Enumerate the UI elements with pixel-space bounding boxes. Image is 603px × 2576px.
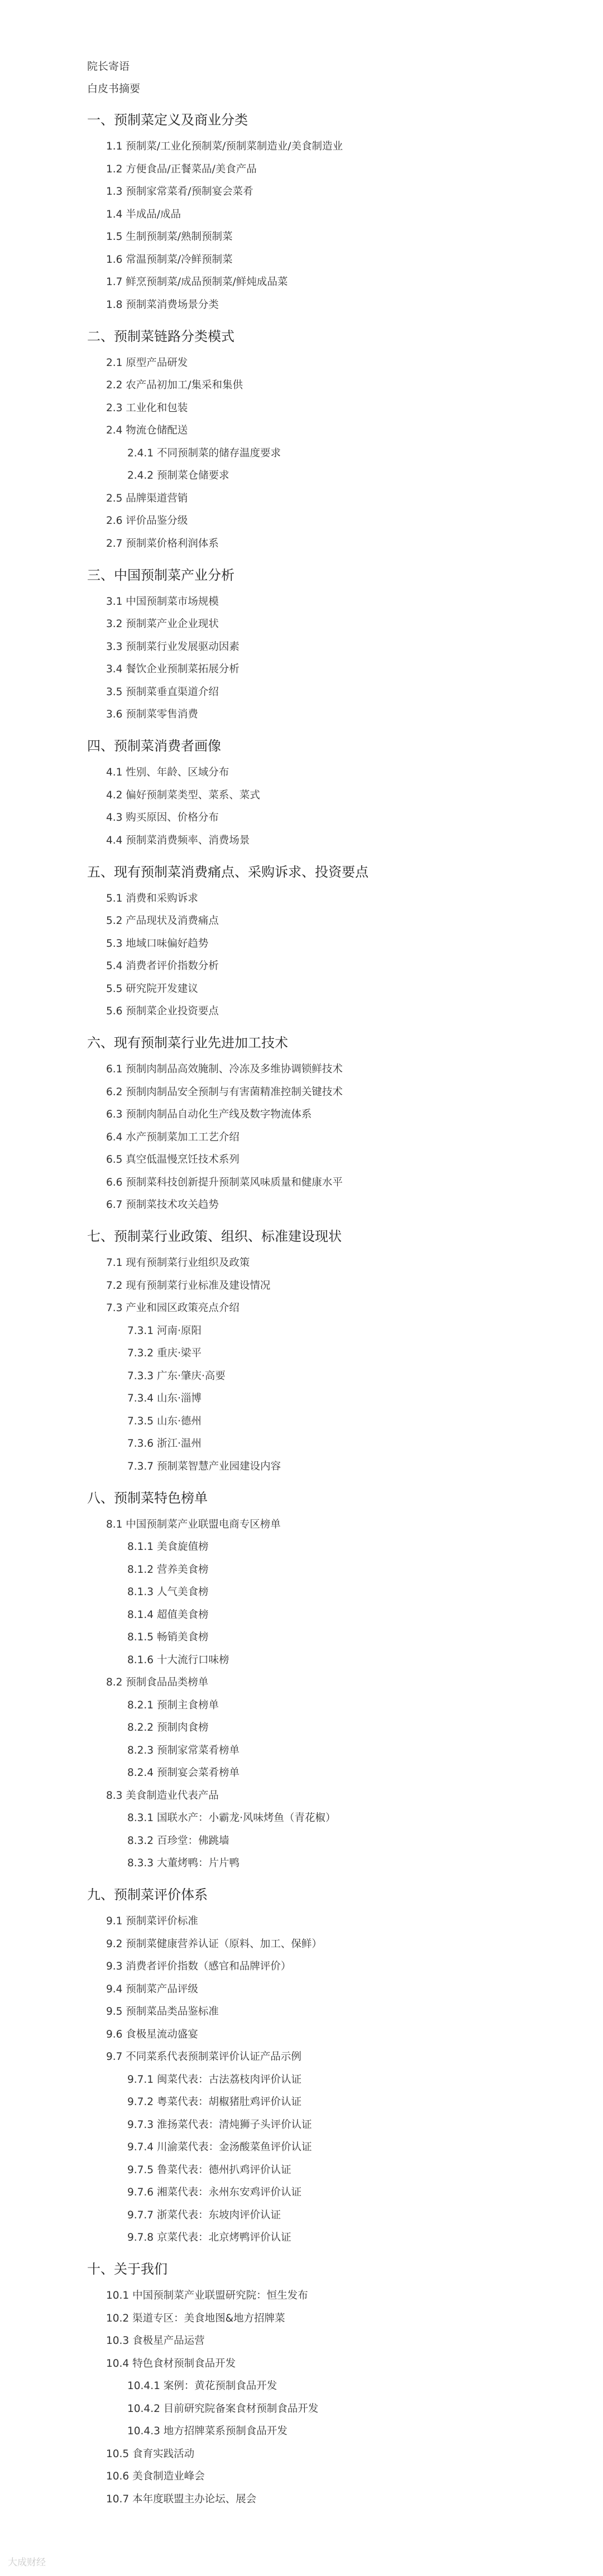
toc-chapter-heading: 十、关于我们: [87, 2261, 168, 2277]
toc-subsection-item: 7.3.1 河南·原阳: [127, 1325, 202, 1337]
toc-section-item: 5.5 研究院开发建议: [106, 983, 198, 995]
toc-subsection-item: 8.1.3 人气美食榜: [127, 1586, 209, 1598]
toc-subsection-item: 2.4.1 不同预制菜的储存温度要求: [127, 447, 281, 459]
toc-section-item: 1.5 生制预制菜/熟制预制菜: [106, 231, 233, 243]
toc-section-item: 1.4 半成品/成品: [106, 209, 181, 220]
toc-subsection-item: 7.3.2 重庆·梁平: [127, 1347, 202, 1359]
toc-subsection-item: 8.2.1 预制主食榜单: [127, 1699, 219, 1711]
toc-subsection-item: 9.7.8 京菜代表：北京烤鸭评价认证: [127, 2232, 291, 2243]
toc-section-item: 5.4 消费者评价指数分析: [106, 960, 219, 972]
toc-section-item: 2.1 原型产品研发: [106, 357, 188, 369]
toc-section-item: 4.4 预制菜消费频率、消费场景: [106, 835, 250, 846]
toc-section-item: 5.2 产品现状及消费痛点: [106, 915, 219, 927]
toc-section-item: 8.2 预制食品品类榜单: [106, 1677, 209, 1688]
toc-section-item: 6.5 真空低温慢烹饪技术系列: [106, 1154, 240, 1166]
toc-section-item: 6.4 水产预制菜加工工艺介绍: [106, 1131, 240, 1143]
toc-section-item: 2.6 评价品鉴分级: [106, 515, 188, 527]
toc-section-item: 6.7 预制菜技术攻关趋势: [106, 1199, 219, 1211]
toc-section-item: 9.7 不同菜系代表预制菜评价认证产品示例: [106, 2051, 302, 2063]
toc-section-item: 2.5 品牌渠道营销: [106, 493, 188, 504]
toc-chapter-heading: 八、预制菜特色榜单: [87, 1490, 208, 1506]
toc-subsection-item: 2.4.2 预制菜仓储要求: [127, 470, 229, 482]
toc-section-item: 10.5 食育实践活动: [106, 2448, 195, 2460]
toc-section-item: 6.6 预制菜科技创新提升预制菜风味质量和健康水平: [106, 1177, 343, 1188]
toc-subsection-item: 10.4.2 目前研究院备案食材预制食品开发: [127, 2403, 319, 2415]
toc-section-item: 10.6 美食制造业峰会: [106, 2471, 205, 2482]
toc-section-item: 9.6 食极星流动盛宴: [106, 2029, 198, 2040]
toc-section-item: 4.2 偏好预制菜类型、菜系、菜式: [106, 789, 260, 801]
toc-subsection-item: 8.2.4 预制宴会菜肴榜单: [127, 1767, 240, 1779]
toc-subsection-item: 9.7.7 浙菜代表：东坡肉评价认证: [127, 2209, 281, 2221]
toc-section-item: 5.3 地域口味偏好趋势: [106, 938, 209, 950]
toc-subsection-item: 10.4.1 案例：黄花预制食品开发: [127, 2380, 277, 2392]
toc-subsection-item: 8.1.5 畅销美食榜: [127, 1631, 209, 1643]
toc-section-item: 5.1 消费和采购诉求: [106, 893, 198, 904]
toc-section-item: 2.3 工业化和包装: [106, 402, 188, 414]
toc-section-item: 10.4 特色食材预制食品开发: [106, 2358, 236, 2370]
toc-subsection-item: 8.3.1 国联水产：小霸龙·风味烤鱼（青花椒）: [127, 1812, 336, 1824]
toc-chapter-heading: 六、现有预制菜行业先进加工技术: [87, 1035, 288, 1051]
toc-chapter-heading: 四、预制菜消费者画像: [87, 738, 221, 754]
toc-chapter-heading: 五、现有预制菜消费痛点、采购诉求、投资要点: [87, 864, 368, 880]
toc-section-item: 6.2 预制肉制品安全预制与有害菌精准控制关键技术: [106, 1086, 343, 1098]
toc-section-item: 9.4 预制菜产品评级: [106, 1983, 198, 1995]
toc-section-item: 2.2 农产品初加工/集采和集供: [106, 379, 243, 391]
toc-section-item: 2.7 预制菜价格利润体系: [106, 538, 219, 550]
toc-section-item: 10.3 食极星产品运营: [106, 2335, 205, 2347]
toc-section-item: 5.6 预制菜企业投资要点: [106, 1005, 219, 1017]
toc-subsection-item: 7.3.4 山东·淄博: [127, 1393, 202, 1404]
toc-subsection-item: 8.1.4 超值美食榜: [127, 1609, 209, 1621]
toc-subsection-item: 8.2.3 预制家常菜肴榜单: [127, 1745, 240, 1756]
toc-subsection-item: 9.7.2 粤菜代表：胡椒猪肚鸡评价认证: [127, 2096, 302, 2108]
toc-chapter-heading: 二、预制菜链路分类模式: [87, 329, 234, 344]
toc-preface-item: 院长寄语: [87, 60, 130, 73]
toc-subsection-item: 8.1.1 美食旋值榜: [127, 1541, 209, 1553]
toc-subsection-item: 7.3.7 预制菜智慧产业园建设内容: [127, 1461, 281, 1472]
toc-section-item: 4.3 购买原因、价格分布: [106, 812, 219, 824]
toc-section-item: 1.6 常温预制菜/冷鲜预制菜: [106, 254, 233, 266]
toc-chapter-heading: 九、预制菜评价体系: [87, 1887, 208, 1903]
watermark: 大成财经: [8, 2557, 46, 2568]
toc-section-item: 7.1 现有预制菜行业组织及政策: [106, 1257, 250, 1269]
toc-subsection-item: 7.3.3 广东·肇庆·高要: [127, 1370, 226, 1382]
toc-subsection-item: 10.4.3 地方招牌菜系预制食品开发: [127, 2425, 288, 2437]
toc-section-item: 8.3 美食制造业代表产品: [106, 1790, 219, 1802]
toc-subsection-item: 8.1.6 十大流行口味榜: [127, 1654, 229, 1666]
toc-section-item: 6.3 预制肉制品自动化生产线及数字物流体系: [106, 1109, 312, 1120]
toc-section-item: 1.7 鲜烹预制菜/成品预制菜/鲜炖成品菜: [106, 276, 288, 288]
toc-subsection-item: 7.3.5 山东·德州: [127, 1415, 202, 1427]
toc-chapter-heading: 一、预制菜定义及商业分类: [87, 112, 248, 128]
toc-subsection-item: 9.7.5 鲁菜代表：德州扒鸡评价认证: [127, 2164, 291, 2176]
toc-preface-item: 白皮书摘要: [87, 83, 141, 95]
toc-subsection-item: 9.7.6 湘菜代表：永州东安鸡评价认证: [127, 2187, 302, 2198]
toc-section-item: 10.7 本年度联盟主办论坛、展会: [106, 2493, 257, 2505]
toc-section-item: 1.2 方便食品/正餐菜品/美食产品: [106, 163, 257, 175]
toc-subsection-item: 9.7.3 淮扬菜代表：清炖狮子头评价认证: [127, 2119, 312, 2131]
toc-subsection-item: 8.3.3 大董烤鸭：片片鸭: [127, 1857, 240, 1869]
toc-section-item: 7.3 产业和园区政策亮点介绍: [106, 1302, 240, 1314]
toc-subsection-item: 9.7.4 川渝菜代表：金汤酸菜鱼评价认证: [127, 2141, 312, 2153]
toc-section-item: 1.3 预制家常菜肴/预制宴会菜肴: [106, 186, 253, 198]
toc-section-item: 9.2 预制菜健康营养认证（原料、加工、保鲜）: [106, 1938, 322, 1950]
toc-section-item: 10.2 渠道专区：美食地图&地方招牌菜: [106, 2313, 285, 2324]
toc-chapter-heading: 七、预制菜行业政策、组织、标准建设现状: [87, 1229, 342, 1244]
toc-subsection-item: 8.1.2 营养美食榜: [127, 1564, 209, 1576]
toc-section-item: 1.8 预制菜消费场景分类: [106, 299, 219, 311]
toc-section-item: 8.1 中国预制菜产业联盟电商专区榜单: [106, 1519, 281, 1530]
toc-section-item: 1.1 预制菜/工业化预制菜/预制菜制造业/美食制造业: [106, 141, 343, 152]
toc-section-item: 10.1 中国预制菜产业联盟研究院：恒生发布: [106, 2290, 308, 2301]
toc-section-item: 4.1 性别、年龄、区域分布: [106, 767, 229, 778]
toc-section-item: 3.1 中国预制菜市场规模: [106, 596, 219, 608]
toc-section-item: 7.2 现有预制菜行业标准及建设情况: [106, 1280, 271, 1292]
toc-subsection-item: 7.3.6 浙江·温州: [127, 1438, 202, 1450]
toc-section-item: 3.4 餐饮企业预制菜拓展分析: [106, 663, 240, 675]
toc-subsection-item: 8.3.2 百珍堂：佛跳墙: [127, 1835, 229, 1847]
toc-chapter-heading: 三、中国预制菜产业分析: [87, 567, 234, 583]
toc-section-item: 9.3 消费者评价指数（感官和品牌评价）: [106, 1961, 291, 1972]
toc-section-item: 3.5 预制菜垂直渠道介绍: [106, 686, 219, 698]
toc-section-item: 3.6 预制菜零售消费: [106, 709, 198, 720]
toc-section-item: 6.1 预制肉制品高效腌制、冷冻及多维协调锁鲜技术: [106, 1063, 343, 1075]
toc-section-item: 3.2 预制菜产业企业现状: [106, 618, 219, 630]
toc-section-item: 3.3 预制菜行业发展驱动因素: [106, 641, 240, 653]
toc-subsection-item: 9.7.1 闽菜代表：古法荔枝肉评价认证: [127, 2074, 302, 2086]
toc-section-item: 9.5 预制菜品类品鉴标准: [106, 2006, 219, 2018]
toc-section-item: 9.1 预制菜评价标准: [106, 1915, 198, 1927]
toc-subsection-item: 8.2.2 预制肉食榜: [127, 1722, 209, 1734]
toc-section-item: 2.4 物流仓储配送: [106, 425, 188, 436]
